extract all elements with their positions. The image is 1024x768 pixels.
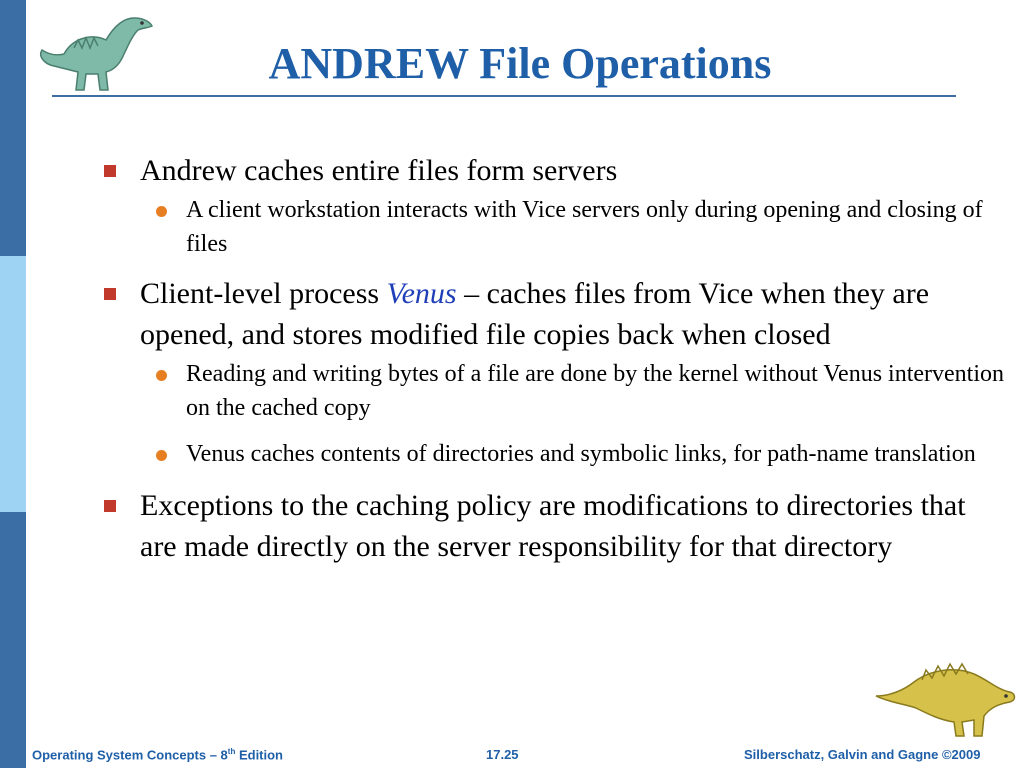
bullet-item: [104, 273, 1004, 355]
round-bullet-icon: [156, 370, 167, 381]
sub-bullet-item: [186, 437, 1004, 471]
round-bullet-icon: [156, 206, 167, 217]
sub-bullet-text: Reading and writing bytes of a file are done by the kernel without Venus intervention on the cached copy: [186, 361, 1005, 421]
round-bullet-icon: [156, 450, 167, 461]
title-underline: [52, 95, 956, 97]
bullet-text: Exceptions to the caching policy are modifications to directories that are made directly on the server responsibility for that directory: [140, 489, 966, 563]
footer-title-sup: th: [227, 746, 236, 756]
footer-title-text: Operating System Concepts – 8: [32, 747, 228, 762]
square-bullet-icon: [104, 500, 116, 512]
square-bullet-icon: [104, 288, 116, 300]
sidebar-segment-bottom: [0, 512, 26, 768]
bullet-text-suffix: – caches files from Vice when they are opened, and stores modified file copies back when closed: [140, 277, 930, 351]
slide-title: ANDREW File Operations: [268, 39, 772, 88]
dinosaur-icon: [870, 656, 1020, 740]
square-bullet-icon: [104, 165, 116, 177]
bullet-text-prefix: Client-level process: [140, 277, 387, 310]
slide-content: [104, 150, 1004, 567]
page-number: 17.25: [486, 747, 519, 762]
dinosaur-icon: [34, 6, 156, 94]
footer-copyright: Silberschatz, Galvin and Gagne ©2009: [744, 747, 981, 762]
sidebar-segment-top: [0, 0, 26, 256]
sidebar-segment-middle: [0, 256, 26, 512]
venus-term: Venus: [386, 277, 457, 310]
sidebar-stripe: [0, 0, 26, 768]
sub-bullet-item: [186, 357, 1004, 425]
sub-bullet-item: [186, 193, 1004, 261]
bullet-item: [104, 485, 1004, 567]
bullet-text: Andrew caches entire files form servers: [140, 154, 618, 187]
footer-title-suffix: Edition: [235, 747, 284, 762]
footer-course-title: [32, 747, 283, 762]
sub-bullet-text: A client workstation interacts with Vice servers only during opening and closing of files: [186, 197, 983, 257]
sub-bullet-text: Venus caches contents of directories and symbolic links, for path-name translation: [186, 441, 976, 467]
bullet-item: [104, 150, 1004, 191]
